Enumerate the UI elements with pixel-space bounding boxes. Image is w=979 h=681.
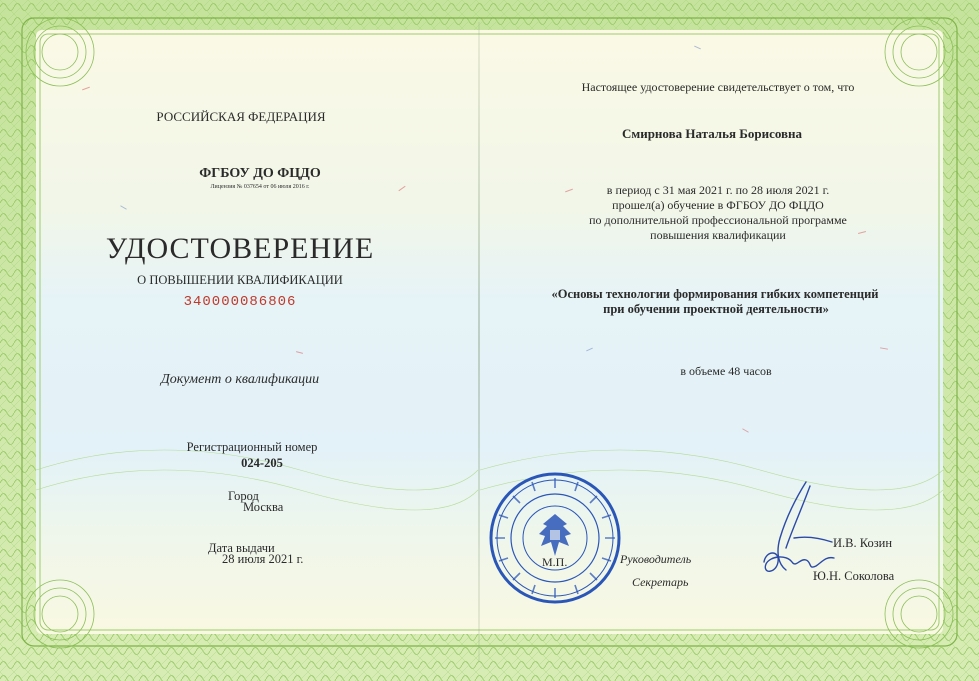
reg-number-value: 024-205 [241,456,283,470]
center-fold [478,22,480,662]
intro-line: Настоящее удостоверение свидетельствует о том, что [581,80,855,94]
secretary-name: Ю.Н. Соколова [813,569,895,583]
license-line: Лицензия № 037654 от 06 июля 2016 г. [210,184,310,190]
study-period: в период с 31 мая 2021 г. по 28 июля 2021 г. [606,183,830,197]
seal-place-label: М.П. [542,555,568,569]
training-line-1: прошел(а) обучение в ФГБОУ ДО ФЦДО [612,198,824,212]
course-volume: в объеме 48 часов [680,364,772,378]
training-line-2: по дополнительной профессиональной программе [589,213,847,227]
issue-date-value: 28 июля 2021 г. [222,552,304,566]
program-title-line-2: при обучении проектной деятельности» [603,302,829,316]
reg-number-label: Регистрационный номер [186,440,318,454]
program-title-line-1: «Основы технологии формирования гибких компетенций [551,287,879,301]
serial-number: 340000086806 [183,294,297,310]
official-stamp [487,470,623,606]
city-value: Москва [243,500,284,514]
organization-name: ФГБОУ ДО ФЦДО [199,166,321,181]
document-type: Документ о квалификации [160,372,320,387]
holder-name: Смирнова Наталья Борисовна [621,126,803,141]
head-label: Руководитель [620,552,692,566]
secretary-label: Секретарь [632,575,689,589]
issue-date-label: Дата выдачи [208,541,275,555]
document-subtitle: О ПОВЫШЕНИИ КВАЛИФИКАЦИИ [137,273,343,287]
city-label: Город [228,489,259,503]
training-line-3: повышения квалификации [650,228,786,242]
country-heading: РОССИЙСКАЯ ФЕДЕРАЦИЯ [156,109,326,124]
head-name: И.В. Козин [833,536,893,550]
document-title: УДОСТОВЕРЕНИЕ [105,232,375,265]
